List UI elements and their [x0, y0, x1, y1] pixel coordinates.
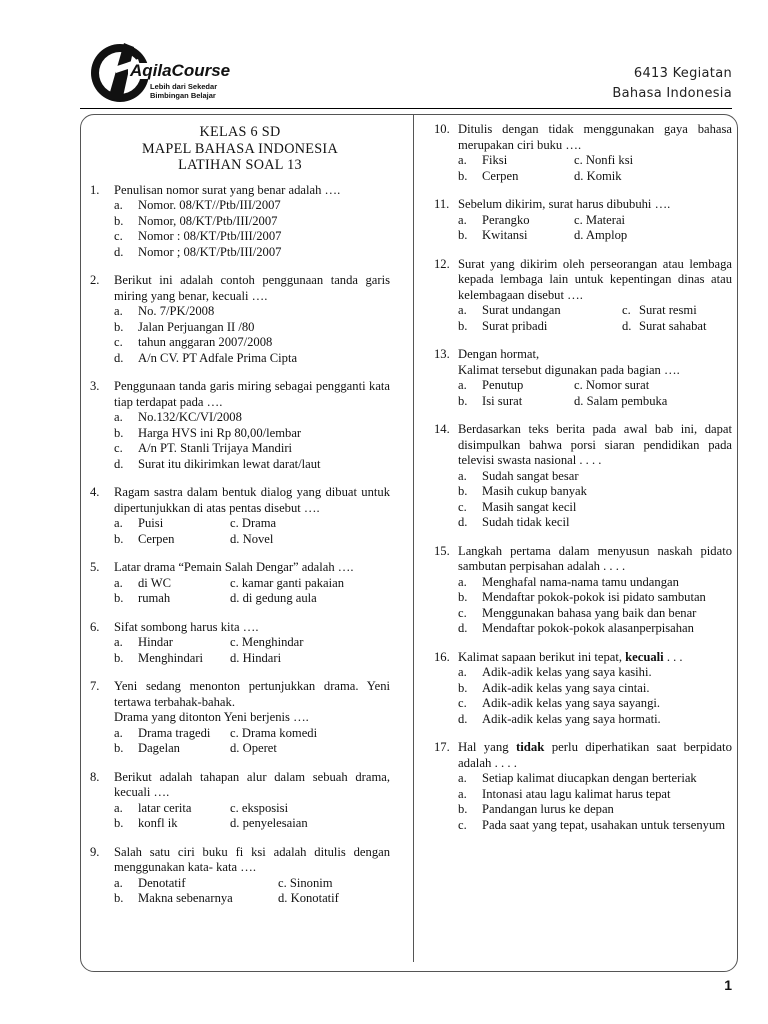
option: b. konfl ik [114, 816, 178, 830]
option: c. Adik-adik kelas yang saya sayangi. [458, 696, 661, 710]
emphasis-tidak: tidak [515, 740, 545, 754]
question-number: 13. [434, 347, 450, 361]
option: d. Amplop [574, 228, 628, 242]
question-text-2: Drama yang ditonton Yeni berjenis …. [114, 710, 309, 724]
question-number: 6. [90, 619, 100, 634]
question-17 [434, 740, 732, 833]
title-line-1: KELAS 6 SD [199, 124, 281, 140]
option: b. Menghindari [114, 650, 204, 665]
question-number: 2. [90, 273, 100, 287]
question-text: Berikut adalah tahapan alur dalam sebuah drama, kecuali …. [114, 769, 390, 799]
question-text: Salah satu ciri buku fi ksi adalah ditulis dengan menggunakan kata- kata …. [114, 844, 390, 874]
option: b. Mendaftar pokok-pokok isi pidato sambutan [458, 590, 706, 604]
option: d. Nomor ; 08/KT/Ptb/III/2007 [114, 244, 282, 259]
option: b. Dagelan [114, 741, 180, 755]
question-text: Sebelum dikirim, surat harus dibubuhi …. [458, 197, 671, 211]
question-text: Berikut ini adalah contoh penggunaan tanda garis miring yang benar, kecuali …. [114, 273, 390, 303]
option: b. Masih cukup banyak [458, 484, 587, 498]
option: d. Mendaftar pokok-pokok alasanperpisahan [458, 621, 694, 635]
option: d. Salam pembuka [574, 393, 668, 408]
option: c. Pada saat yang tepat, usahakan untuk tersenyum [458, 817, 726, 832]
question-text: Berdasarkan teks berita pada awal bab ini, dapat disimpulkan bahwa porsi siaran pendidikan pada televisi swasta nasional . . . . [458, 422, 732, 467]
option: c. Nomor : 08/KT/Ptb/III/2007 [114, 229, 282, 243]
logo-mark [90, 37, 250, 109]
question-number: 8. [90, 769, 100, 784]
question-number: 16. [434, 649, 450, 664]
question-1 [90, 183, 390, 261]
option: b. Harga HVS ini Rp 80,00/lembar [114, 425, 302, 440]
option: b. Cerpen [114, 531, 175, 546]
option: a. latar cerita [114, 800, 192, 815]
question-4 [90, 485, 390, 547]
aqilacourse-logo [90, 37, 250, 109]
option: a. Menghafal nama-nama tamu undangan [458, 574, 679, 589]
header-code: 6413 Kegiatan [633, 66, 732, 81]
right-column [434, 122, 732, 846]
question-number: 10. [434, 122, 450, 136]
option: d. Adik-adik kelas yang saya hormati. [458, 711, 661, 726]
option: a. di WC [114, 575, 172, 590]
option: d. Sudah tidak kecil [458, 515, 570, 529]
option: c. eksposisi [230, 800, 289, 815]
option: b. Adik-adik kelas yang saya cintai. [458, 680, 650, 695]
question-text: Yeni sedang menonton pertunjukkan drama. Yeni tertawa terbahak-bahak. [114, 679, 390, 709]
option: c. Surat resmi [622, 303, 697, 317]
question-text: Penggunaan tanda garis miring sebagai pengganti kata tiap terdapat pada …. [114, 379, 390, 409]
question-number: 1. [90, 182, 100, 197]
question-16 [434, 650, 732, 728]
option: a. Intonasi atau lagu kalimat harus tepat [458, 786, 671, 801]
option: b. Jalan Perjuangan II /80 [114, 319, 255, 334]
column-divider [413, 114, 414, 962]
logo-tagline-2: Bimbingan Belajar [150, 91, 216, 100]
option: d. Komik [574, 168, 622, 183]
option: a. Puisi [114, 516, 164, 530]
emphasis-kecuali: kecuali [625, 649, 664, 664]
option: b. Isi surat [458, 393, 523, 408]
option: a. Adik-adik kelas yang saya kasihi. [458, 665, 652, 679]
question-9 [90, 845, 390, 907]
question-text: Kalimat sapaan berikut ini tepat, kecuali . . . [458, 649, 683, 664]
option: c. Menghindar [230, 635, 304, 649]
question-14 [434, 422, 732, 531]
question-3 [90, 379, 390, 472]
question-text: Surat yang dikirim oleh perseorangan atau lembaga kepada lembaga lain untuk kepentingan dinas atau kelembagaan disebut …. [458, 256, 732, 302]
option: a. Fiksi [458, 153, 508, 167]
header-divider [80, 108, 732, 109]
question-text: Sifat sombong harus kita …. [114, 619, 259, 634]
option: a. Setiap kalimat diucapkan dengan berteriak [458, 771, 697, 785]
option: a. Sudah sangat besar [458, 468, 579, 483]
question-number: 9. [90, 844, 100, 859]
option: a. No. 7/PK/2008 [114, 304, 215, 318]
question-number: 15. [434, 543, 450, 558]
question-5 [90, 560, 390, 607]
option: c. tahun anggaran 2007/2008 [114, 335, 273, 349]
option: d. Surat sahabat [622, 318, 707, 333]
header-info [612, 64, 732, 104]
option: d. Konotatif [278, 891, 339, 905]
option: d. Hindari [230, 650, 282, 665]
option: d. di gedung aula [230, 591, 317, 605]
option: c. Drama komedi [230, 725, 318, 740]
option: a. Drama tragedi [114, 725, 211, 740]
left-column [90, 124, 390, 920]
option: a. No.132/KC/VI/2008 [114, 410, 242, 424]
option: b. Pandangan lurus ke depan [458, 802, 614, 816]
option: a. Penutup [458, 378, 524, 392]
option: b. Nomor, 08/KT/Ptb/III/2007 [114, 213, 278, 228]
question-number: 3. [90, 379, 100, 393]
question-text: Hal yang tidak perlu diperhatikan saat berpidato adalah . . . . [458, 740, 733, 770]
option: c. Nomor surat [574, 378, 650, 392]
question-text: Latar drama “Pemain Salah Dengar” adalah …. [114, 560, 354, 574]
question-7 [90, 679, 390, 757]
question-2 [90, 273, 390, 366]
question-text-2: Kalimat tersebut digunakan pada bagian …. [458, 362, 680, 377]
question-number: 14. [434, 422, 450, 436]
option: d. penyelesaian [230, 816, 308, 830]
option: c. Nonfi ksi [574, 153, 634, 167]
question-13 [434, 347, 732, 409]
question-12 [434, 257, 732, 335]
option: b. Surat pribadi [458, 318, 548, 333]
option: c. Materai [574, 212, 626, 227]
option: c. Drama [230, 516, 277, 530]
option: a. Nomor. 08/KT//Ptb/III/2007 [114, 198, 281, 212]
question-number: 5. [90, 560, 100, 574]
question-6 [90, 620, 390, 667]
option: c. Masih sangat kecil [458, 499, 577, 514]
option: b. rumah [114, 591, 171, 605]
option: a. Perangko [458, 212, 530, 227]
option: c. kamar ganti pakaian [230, 575, 344, 590]
question-text: Dengan hormat, [458, 347, 540, 361]
question-number: 7. [90, 679, 100, 693]
option: d. A/n CV. PT Adfale Prima Cipta [114, 350, 298, 365]
question-text: Penulisan nomor surat yang benar adalah …. [114, 182, 341, 197]
option: b. Kwitansi [458, 228, 528, 242]
question-number: 12. [434, 256, 450, 271]
question-text: Ragam sastra dalam bentuk dialog yang dibuat untuk dipertunjukkan di atas pentas disebut …. [114, 485, 390, 515]
question-10 [434, 122, 732, 184]
question-number: 17. [434, 740, 450, 754]
option: a. Denotatif [114, 875, 186, 890]
question-number: 11. [434, 197, 450, 211]
logo-brand: AqilaCourse [130, 61, 231, 80]
logo-tagline-1: Lebih dari Sekedar [150, 82, 218, 91]
page-number: 1 [724, 977, 732, 993]
option: a. Surat undangan [458, 303, 561, 317]
question-11 [434, 197, 732, 244]
option: c. A/n PT. Stanli Trijaya Mandiri [114, 441, 293, 455]
option: b. Cerpen [458, 168, 519, 183]
question-number: 4. [90, 485, 100, 499]
option: b. Makna sebenarnya [114, 891, 233, 905]
question-text: Ditulis dengan tidak menggunakan gaya bahasa merupakan ciri buku …. [458, 122, 732, 152]
header-subject: Bahasa Indonesia [612, 86, 732, 101]
option: d. Surat itu dikirimkan lewat darat/laut [114, 456, 321, 471]
title-line-3: LATIHAN SOAL 13 [178, 157, 302, 173]
option: c. Menggunakan bahasa yang baik dan benar [458, 605, 697, 620]
page-title [90, 124, 390, 174]
question-8 [90, 770, 390, 832]
question-text: Langkah pertama dalam menyusun naskah pidato sambutan perpisahan adalah . . . . [458, 543, 732, 573]
option: a. Hindar [114, 635, 173, 649]
option: c. Sinonim [278, 875, 333, 890]
title-line-2: MAPEL BAHASA INDONESIA [141, 140, 339, 157]
option: d. Operet [230, 741, 277, 755]
option: d. Novel [230, 531, 274, 546]
question-15 [434, 544, 732, 637]
